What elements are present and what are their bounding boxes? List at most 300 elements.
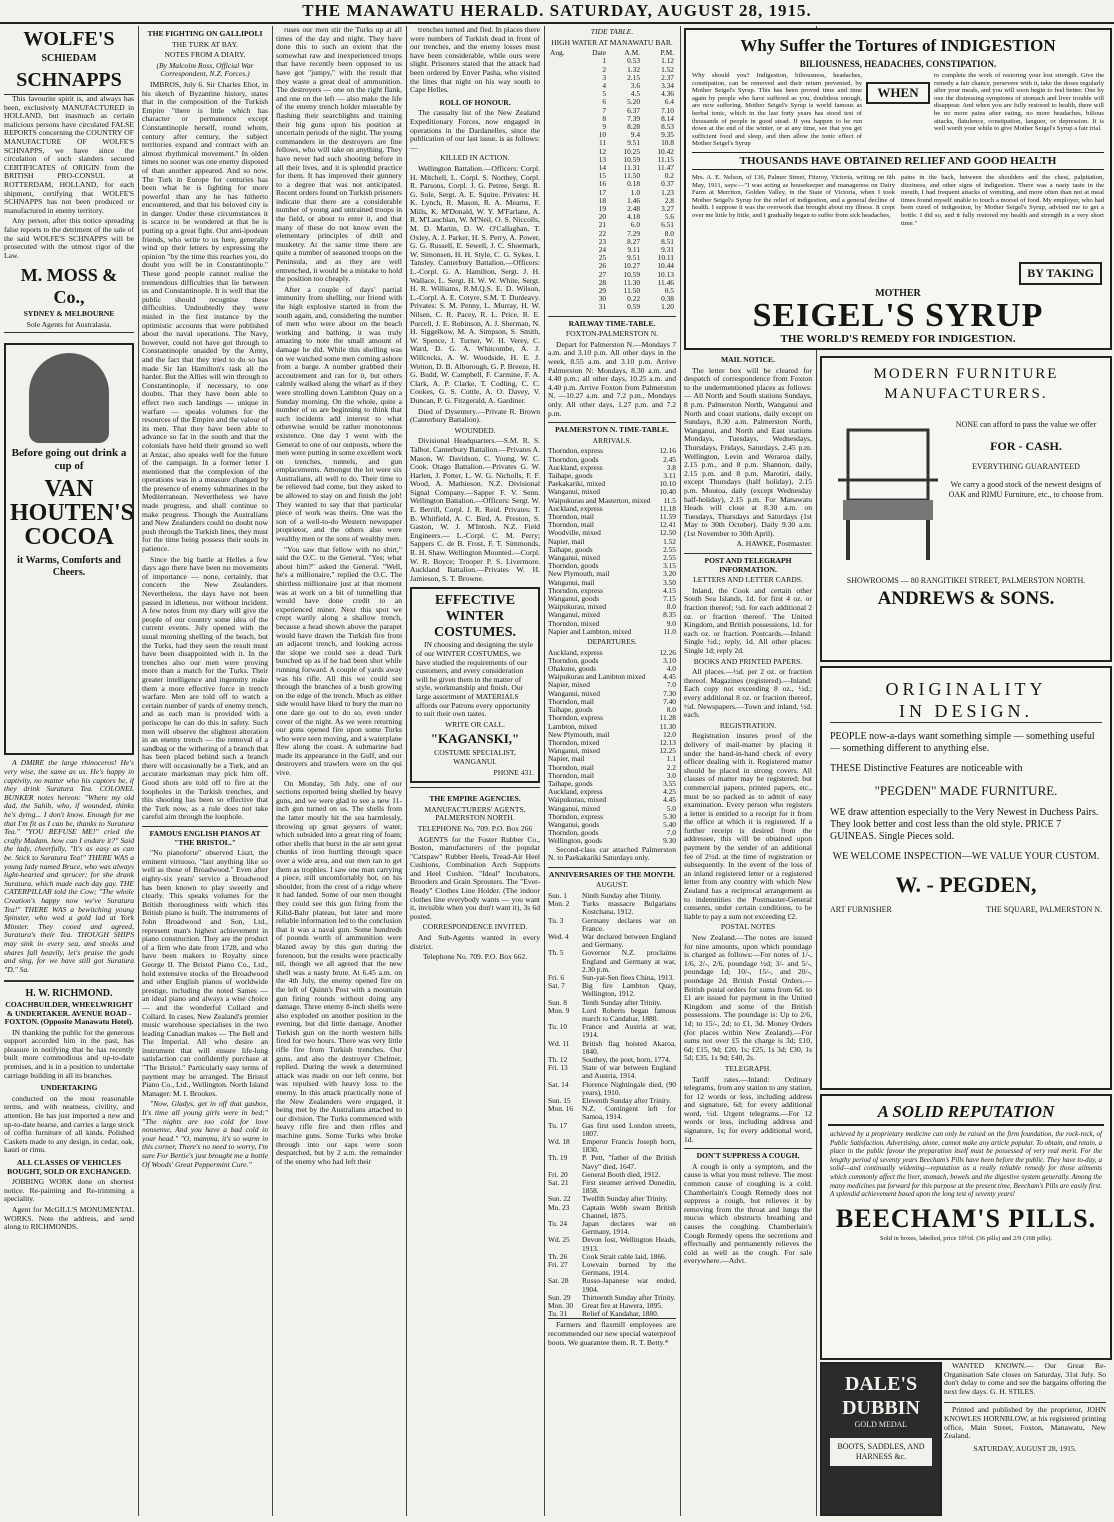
tide-cell-am: 7.39 xyxy=(627,113,641,123)
departure-row-time: 3.10 xyxy=(663,655,676,665)
postal-title: POSTAL NOTES xyxy=(720,922,776,932)
tide-spacer xyxy=(548,197,579,205)
tide-spacer xyxy=(548,246,579,254)
anniversary-date: Tu. 24 xyxy=(548,1219,568,1229)
departure-row-time: 3.55 xyxy=(663,778,676,788)
anniversary-event: France and Austria at war, 1914. xyxy=(582,1022,676,1040)
tide-cell-am: 10.59 xyxy=(623,269,641,279)
tide-cell-am: 11.50 xyxy=(623,286,641,296)
tide-cell-date: 14 xyxy=(598,163,607,173)
post-body: Inland, the Cook and certain other South Sea Islands, 1d. for first 4 oz. or fraction thereof; ½d. for each additional 2 oz. or fraction thereof. The United Kingdom, and British possessions, 1d. for each oz. or fraction. Postcards.—Inland: Single ½d.; reply, 1d. All other places: Single 1d; reply 2d. xyxy=(684,585,812,655)
beecham-body: achieved by a proprietary medicine can only be raised on the firm foundation, the rock-rock, of Public Satisfaction. Advertising, alone, cannot make any article popular. To obtain, and retain, a place in the public favour the preparation itself must be possessed of very real merit. For the lengthy period of seventy years Beecham's Pills have been before the public. They have to-day, a solid—and continually widening—reputation as a really reliable remedy for those ailments which commonly affect the liver, stomach, bowels and the digestive system generally. Among the many medicines put forward for this purpose at the present time, Beecham's Pills are easily first. A splendid achievement based upon the long test of seventy years! xyxy=(830,1130,1102,1199)
anniversary-date: Sat. 7 xyxy=(548,981,565,991)
tide-cell-am: 6.0 xyxy=(630,220,641,230)
tide-row xyxy=(548,180,676,188)
anniversary-date: Wd. 11 xyxy=(548,1038,570,1048)
tide-head-pm: P.M. xyxy=(660,48,674,58)
anniversary-row xyxy=(548,1105,676,1121)
departure-row-time: 4.0 xyxy=(666,664,676,674)
tide-row xyxy=(548,156,676,164)
arrival-row-time: 3.11 xyxy=(663,471,676,481)
pegden-h2: IN DESIGN. xyxy=(830,700,1102,723)
anniversary-event: Cook Strait cable laid, 1866. xyxy=(582,1251,667,1261)
roll-intro: The casualty list of the New Zealand Expeditionary Forces, now engaged in operations in the Dardanelles, since the publication of our last issue, is as follows:— xyxy=(410,108,540,152)
richmond-sub: COACHBUILDER, WHEELWRIGHT & UNDERTAKER. AVENUE ROAD - FOXTON. (Opposite Manawatu Hotel). xyxy=(4,999,134,1027)
winter-body: IN choosing and designing the style of our WINTER COSTUMES, we have studied the requirements of our customers, and every consideration will be given them in the matter of style, workmanship and finish. Our large assortment of MATERIALS affords our Patrons every opportunity to suit their own tastes. xyxy=(416,640,534,719)
tide-cell-date: 7 xyxy=(602,105,607,115)
tide-cell-date: 24 xyxy=(598,245,607,255)
dales-ad xyxy=(820,1362,942,1516)
tide-cell-am: 7.29 xyxy=(627,228,641,238)
article-byline: (By Malcolm Ross, Official War Correspondent, N.Z. Forces.) xyxy=(156,60,254,79)
anniversary-event: Governor N.Z. proclaims England and Germany at war, 2.30 p.m. xyxy=(582,948,676,974)
column-rule xyxy=(680,26,681,1516)
tide-cell-am: 6.37 xyxy=(627,105,641,115)
tide-spacer xyxy=(548,74,579,82)
tide-cell-am: 9.51 xyxy=(627,253,641,263)
arrival-row-place: Wanganui, goods xyxy=(548,594,600,604)
tide-spacer xyxy=(548,139,579,147)
moss-sub-2: Sole Agents for Australasia. xyxy=(4,321,134,334)
tide-row xyxy=(548,189,676,197)
arrival-row-time: 8.0 xyxy=(666,602,676,612)
column-rule xyxy=(544,26,545,1516)
arrival-row-time: 1.52 xyxy=(663,536,676,546)
tide-spacer xyxy=(548,180,579,188)
seigel-test-2: pains in the back, between the shoulders and the chest, palpitation, dizziness, and other signs of indigestion. There was a nasty taste in the mouth, I had frequent attacks of vomiting, and more often than not at meal times found myself unable to touch a morsel of food. My employer, who had been cured of indigestion, by Mother Seigel's Syrup, advised me to get a bottle. I did so, and it fully restored my health and strength in a very short time." xyxy=(901,173,1104,227)
empire-body: AGENTS for the Foster Rubber Co., Boston, manufacturers of the popular "Catspaw" Rubber Heels, Tread-Air Heel Cushions, Combination Arch Supports and Heel Cushion. "Ideal" Incubators, Brooders and Grain Sprouters. The "Ever-Ready" Clothes Line Holder. (The indoor clothes line everybody wants — you want it, invisible when you don't want it), 3s 6d posted. xyxy=(410,834,540,921)
tide-spacer xyxy=(548,148,579,156)
tel-body: Tariff rates.—Inland: Ordinary telegrams, from any station to any station, for 12 words or less, including address and signature, 6d; for every additional word, ½d. Urgent telegrams.—For 12 words or less, including address and signature, 1s; for every additional word, 1d. xyxy=(684,1074,812,1144)
arrival-row-time: 2.55 xyxy=(663,553,676,563)
masthead: THE MANAWATU HERALD. SATURDAY, AUGUST 28, 1915. xyxy=(0,0,1114,24)
post-title: POST AND TELEGRAPH INFORMATION. xyxy=(684,553,812,574)
tide-cell-am: 5.20 xyxy=(627,97,641,107)
anniversary-row xyxy=(548,1154,676,1170)
departure-row-time: 9.30 xyxy=(663,836,676,846)
pegden-h1: ORIGINALITY xyxy=(885,679,1047,699)
tide-cell-am: 11.30 xyxy=(623,277,641,287)
anniversary-row xyxy=(548,900,676,916)
anniversary-row xyxy=(548,1007,676,1023)
empire-title: THE EMPIRE AGENCIES. xyxy=(429,794,521,804)
tide-row xyxy=(548,205,676,213)
tide-spacer xyxy=(548,287,579,295)
tide-month: Aug. xyxy=(550,48,565,58)
departure-row-time: 7.0 xyxy=(666,828,676,838)
tide-cell-date: 21 xyxy=(598,220,607,230)
departure-row-place: Wanganui, mixed xyxy=(548,746,600,756)
wounded-list: Divisional Headquarters.—S.M. R. S. Talbot. Canterbury Battalion.—Privates A. Mason, W. Davidson, C. Young, W. C. Cook. Otago Battalion.—Privates G. W. Harlen, J. Potter, L. W. G. Nicholls, F. F. Wood, A. Mathieson. N.Z. Divisional Signal Company.—Sapper F. V. Senn. Wellington Battalion.—Officers: Sergt. W. E. Berrill, Corpl. J. R. Reid. Privates: T. B. Whitfield, A. C. Bird, A. Preston, S. Gaston, W. J. M'Intosh. N.Z. Field Engineers.— L.-Corpl. C. M. Perry; Sappers C. de B. Frost, F. T. Simmonds, R. H. Shaw. Wellington Mounted.—Corpl. W. R. Boyce; Trooper P. S. Livermore. Auckland Battalion.—Privates W. H. Jamieson, S. T. Browne. xyxy=(410,436,540,583)
arrival-row-place: Napier, mail xyxy=(548,536,585,546)
anniversary-date: Mon. 2 xyxy=(548,899,570,909)
departure-row-time: 4.45 xyxy=(663,672,676,682)
mail-title: MAIL NOTICE. xyxy=(720,355,775,364)
pegden-b5: WE WELCOME INSPECTION—WE VALUE YOUR CUSTOM. xyxy=(832,851,1100,862)
seigel-body xyxy=(686,70,1110,150)
tide-spacer xyxy=(548,123,579,131)
seigel-mother: MOTHER xyxy=(875,288,921,299)
stiles-ad: WANTED KNOWN.— Our Great Re-Organisation Sale closes on Saturday, 31st July. So don't delay to come and see the bargains offering the next few days. G. H. STILES. xyxy=(944,1362,1106,1396)
vehicles-line: ALL CLASSES OF VEHICLES BOUGHT, SOLD OR EXCHANGED. xyxy=(7,1158,131,1176)
arrival-row-time: 7.15 xyxy=(663,594,676,604)
tide-cell-date: 22 xyxy=(598,228,607,238)
article-body-4: After a couple of days' partial immunity from shelling, our friend with the high explosive started in from the south again, and, considering the number of men who were about on the beach working and bathing, it was truly amazing to note the small amount of damage he did. While this shelling was on we watched some men coming ashore from a barge. A number grabbed their accoutrement and ran for it, but others calmly walked along the wharf as if they were strolling down Lambton Quay on a Sunday morning. On the whole, quite a number of us are beginning to think that such incidents add interest to what otherwise would be rather monotonous existence. One day I went with the General to one of our outposts, where the men were putting in some excellent work on trenches, tunnels, and gun emplacements. Amongst the lot were six Australians, all well to do. Their time to be relieved had come, but they asked to be allowed to stay on and finish the job! They wanted to say that that particular piece of work was theirs. One was the son of a well-to-do Western newspaper proprietor, and the others also were wealthy men or the sons of wealthy men. xyxy=(276,284,402,544)
arrival-row-time: 3.50 xyxy=(663,577,676,587)
furniture-l3: EVERYTHING GUARANTEED xyxy=(972,462,1080,471)
beecham-ad xyxy=(820,1094,1112,1360)
tide-head-date: Date xyxy=(592,48,607,58)
tide-cell-date: 3 xyxy=(602,72,607,82)
pn-note: Second-class car attached Palmerston N. to Paekakariki Saturdays only. xyxy=(548,844,676,863)
departure-row-time: 4.45 xyxy=(663,795,676,805)
tide-title: TIDE TABLE. xyxy=(590,27,634,36)
anniversary-date: Tu. 31 xyxy=(548,1309,568,1319)
arrival-row-time: 11.5 xyxy=(663,495,676,505)
anniversary-row xyxy=(548,1138,676,1154)
tide-row xyxy=(548,197,676,205)
arrival-row-time: 3.15 xyxy=(663,561,676,571)
tide-cell-date: 28 xyxy=(598,277,607,287)
arrival-row-time: 12.16 xyxy=(659,446,676,456)
tide-spacer xyxy=(548,254,579,262)
rail-body: Depart for Palmerston N.—Mondays 7 a.m. and 3.10 p.m. All other days in the week, 8.55 a.m. and 3.10 p.m. Arrive Palmerston N: Mondays, 8.30 a.m. and 4.40 p.m.; all other days, 10.25 a.m. and 4.40 p.m. Arrive Foxton from Palmerston N. —10.27 a.m. and 7.2 p.m., Mondays only. All other days, 1.27 p.m. and 7.2 p.m. xyxy=(548,339,676,418)
tide-cell-date: 20 xyxy=(598,212,607,222)
tide-spacer xyxy=(548,57,579,65)
tide-cell-pm: 10.13 xyxy=(657,269,674,279)
imprint: Printed and published by the proprietor, JOHN KNOWLES HORNBLOW, at his registered printing office, Main Street, Foxton, Manawatu, New Zealand. xyxy=(944,1402,1106,1440)
tide-row xyxy=(548,74,676,82)
kaganski-name: "KAGANSKI," xyxy=(430,731,520,747)
furniture-head-1: MODERN FURNITURE xyxy=(873,366,1059,382)
books-title: BOOKS AND PRINTED PAPERS. xyxy=(693,656,803,666)
tide-row xyxy=(548,131,676,139)
pn-departures: DEPARTURES. xyxy=(587,637,637,647)
anniversary-event: Ninth Sunday after Trinity. xyxy=(582,890,662,900)
piano-title: FAMOUS ENGLISH PIANOS AT "THE BRISTOL." xyxy=(142,826,268,847)
killed-heading: KILLED IN ACTION. xyxy=(440,153,510,163)
tide-spacer xyxy=(548,131,579,139)
tide-cell-am: 11.50 xyxy=(623,171,641,181)
tide-row xyxy=(548,148,676,156)
tide-row xyxy=(548,238,676,246)
tide-spacer xyxy=(548,107,579,115)
anniversary-row xyxy=(548,1277,676,1293)
arrival-row-time: 10.10 xyxy=(659,479,676,489)
anniversary-event: Southey, the poet, born, 1774. xyxy=(582,1054,671,1064)
tide-spacer xyxy=(548,205,579,213)
anniversary-date: Sun. 29 xyxy=(548,1292,571,1302)
tide-cell-date: 29 xyxy=(598,286,607,296)
beecham-h: A SOLID REPUTATION xyxy=(828,1100,1104,1126)
anniversary-row xyxy=(548,982,676,998)
tide-row xyxy=(548,57,676,65)
tide-cell-pm: 3.34 xyxy=(661,81,674,90)
anniversary-date: Sat. 14 xyxy=(548,1079,569,1089)
departure-row-time: 5.0 xyxy=(666,803,676,813)
empire-sub: MANUFACTURERS' AGENTS, PALMERSTON NORTH. xyxy=(424,804,526,823)
anniversary-event: Gas first used London streets, 1807. xyxy=(582,1120,676,1138)
anniversary-row xyxy=(548,1310,676,1318)
anniversary-event: State of war between England and Austria, 1914. xyxy=(582,1063,676,1081)
tide-cell-pm: 0.2 xyxy=(664,171,674,181)
arrival-row-place: Thorndon, express xyxy=(548,446,604,456)
roll-of-honour-title: ROLL OF HONOUR. xyxy=(439,97,511,107)
anniversary-row xyxy=(548,1261,676,1277)
jobbing-line: JOBBING WORK done on shortest notice. Re-painting and Re-trimming a speciality. xyxy=(4,1177,134,1204)
beecham-foot: Sold in boxes, labelled, price 10½d. (36 pills) and 2/9 (168 pills). xyxy=(879,1234,1053,1242)
pegden-body xyxy=(822,731,1110,915)
tide-spacer xyxy=(548,295,579,303)
departure-row-time: 12.26 xyxy=(659,647,676,657)
article-body-1: IMBROS, July 6. Sir Charles Eliot, in his sketch of Byzantine history, states that in the composition of the Turkish Empire "there is little which has character or permanence except Constantinople herself, round whom, century after century, the subject territories expand and contract with an almost rhythmical movement." In olden times no sooner was one enemy disposed of than another appeared. And so now. The Turk in Europe for centuries has been what he is fighting for more powerful than any he has hitherto encountered, and that his beloved city is in danger. Under these circumstances it is scarce to be wondered at that he is putting up a great fight. Our anti-ipodean friends, who write to us here, generally wind up their letters by expressing the opinion "by the time this reaches you, do doubt you will be in Constantinople." These good people cannot realise the tremendous difficulties that lie between us and Constantinople. It is well that the public should recognise these difficulties. Undoubtedly they were misled in the first instance by the optimistic accounts that were published about the naval operations. The Navy, however, could not have got through to Constantinople unaided by the Army, and the fact that they tried to do so has made Sir Ian Hamilton's task all the harder. But the Allies will win through to Constantinople, if necessary, to one doubts. That they have been able to effect two such landings — unique in warfare — speaks volumes for the resources of the Empire and the valour of its men. That they have been able to advance so far in the south and that the colonials have held their ground so well at Anzac, also speaks well for the future of the campaign. In a former letter I mentioned that the complexion of the operations was in a measure changed by the presence of enemy submarines in the Mediterranean. Nevertheless we have made progress, and shall continue to make progress. Though the Australians and New Zealanders could no doubt now push through the Turkish lines, they must for the time being possess their souls in patience. xyxy=(142,79,268,554)
anniversary-event: Devon lost, Wellington Heads, 1913. xyxy=(582,1235,676,1253)
tide-spacer xyxy=(548,279,579,287)
furniture-l4: We carry a good stock of the newest designs of OAK and RIMU Furniture, etc., to choose from. xyxy=(948,480,1104,499)
anniversary-event: Florence Nightingale died, (90 years), 1910. xyxy=(582,1079,676,1097)
arrival-row-time: 2.55 xyxy=(663,544,676,554)
departure-row-place: Waipukurau, mixed xyxy=(548,795,607,805)
tide-cell-pm: 6.4 xyxy=(664,97,674,107)
tide-cell-pm: 10.8 xyxy=(661,138,674,148)
anniversary-date: Mon. 9 xyxy=(548,1005,570,1015)
anniversary-date: Wd. 18 xyxy=(548,1137,570,1147)
departure-row-time: 8.0 xyxy=(666,705,676,715)
tide-cell-date: 15 xyxy=(598,171,607,181)
tide-spacer xyxy=(548,213,579,221)
tide-cell-date: 1 xyxy=(602,56,607,66)
furniture-l2: FOR - CASH. xyxy=(990,439,1062,453)
anniversary-row xyxy=(548,1023,676,1039)
anniversary-row xyxy=(548,949,676,974)
departure-row-time: 11.30 xyxy=(659,721,676,731)
tide-cell-pm: 10.11 xyxy=(657,253,674,263)
furniture-body xyxy=(822,404,1110,576)
column-6 xyxy=(684,352,812,1518)
empire-corr: CORRESPONDENCE INVITED. xyxy=(422,922,528,932)
tide-cell-pm: 3.27 xyxy=(661,204,674,214)
anniversary-date: Th. 5 xyxy=(548,948,564,958)
seigel-testimony xyxy=(686,172,1110,229)
tide-cell-am: 0.53 xyxy=(627,56,641,66)
anniversary-event: Twelfth Sunday after Trinity. xyxy=(582,1194,668,1204)
richmond-title: H. W. RICHMOND. xyxy=(25,988,113,1000)
arrival-row-time: 3.20 xyxy=(663,569,676,579)
tide-header xyxy=(548,49,676,57)
wolfe-warning: Any person, after this notice spreading false reports to the detriment of the sale of the said WOLFE'S SCHNAPPS will be prosecuted with the utmost rigor of the Law. xyxy=(4,216,134,260)
departure-row-time: 5.30 xyxy=(663,811,676,821)
departure-row-time: 4.25 xyxy=(663,787,676,797)
pegden-b2: THESE Distinctive Features are noticeable with xyxy=(830,763,1023,774)
undertaking-title: UNDERTAKING xyxy=(40,1083,98,1093)
column-rule xyxy=(272,26,273,1516)
column-2 xyxy=(142,26,268,1516)
departure-row-time: 7.30 xyxy=(663,688,676,698)
departure-row-place: Thorndon, mixed xyxy=(548,737,600,747)
departure-row-place: Wanganui, mixed xyxy=(548,803,600,813)
piano-body: "No pianoforte" observed Liszt, the eminent virtuoso, "last anything like so well as those of Broadwood." Even after eighty-six years' service a Broadwood has been known to play sweetly and clearly. This speaks volumes for the British thoroughness with which this British piano is built. The instruments of John Broadwood and Son, Ltd., represent man's highest achievement in piano construction. They are the product of a firm who date from 1728, and who have been makers to Royalty since George II. The Bristol Piano Co., Ltd., hold extensive stocks of the Broadwood and other English pianos of worldwide prestige, including the noted Sames — an ideal piano and always a wise choice — and the wonderful Collard and Collard. In cases, New Zealand's premier music warehouse specialises in the two leading Canadian makes — The Bell and The Imperial. All who desire an instrument that will ensure life-long satisfaction can confidently purchase at "The Bristol." Particularly easy terms of payment may be arranged. The Bristol Piano Co., Ltd., Wellington. North Island Manager: M. I. Brookes. xyxy=(142,848,268,1098)
seigel-remedy: THE WORLD'S REMEDY FOR INDIGESTION. xyxy=(780,333,1016,345)
tide-cell-pm: 10.42 xyxy=(657,146,674,156)
anniversary-date: Fri. 20 xyxy=(548,1169,568,1179)
column-rule xyxy=(138,26,139,1516)
tide-spacer xyxy=(548,189,579,197)
tide-row xyxy=(548,115,676,123)
mail-body: The letter box will be cleared for despatch of correspondence from Foxton to the undermentioned places as follows:— All North and South stations Sundays, 8 p.m. Palmerston North, Wanganui and North and coast stations, daily except on Sundays, 8.30 a.m. Palmerston North, Wanganui, and North and East stations Mondays, Tuesdays, Wednesdays, Thursdays, Fridays, Saturdays, 2.45 p.m. Wellington, Levin and Weraroa daily, 2.15 p.m., and 8 p.m. Shannon, daily, 2.15 p.m. and 8 p.m. Marotiri, daily, except Thursdays (half holiday), 2.15 p.m. Moutoa, daily (except Wednesday half-holiday), 2.15 p.m. For Manawatu Heads will close at 8.30 a.m. on Tuesdays, Thursdays and Saturdays (1st May to 30th October). Daily 9.30 a.m. (1st November to 30th April). xyxy=(684,365,812,538)
arrival-row-place: Auckland, express xyxy=(548,503,603,513)
pegden-b3: "PEGDEN" MADE FURNITURE. xyxy=(874,783,1058,798)
anniv-month: AUGUST. xyxy=(595,880,629,890)
arrival-row-time: 12.41 xyxy=(659,520,676,530)
tide-cell-pm: 7.10 xyxy=(661,105,674,115)
article-body-7: trenches turned and fled. In places there were numbers of Turkish dead in front of our trenches, and the enemy losses must have been considerable, while ours were slight. Prisoners stated that the attack had been ordered by Enver Pasha, who visited the lines that night on his way south to Cape Helles. xyxy=(410,26,540,95)
tide-row xyxy=(548,82,676,90)
departure-row-place: Thorndon, mail xyxy=(548,770,594,780)
seigel-sub: BILIOUSNESS, HEADACHES, CONSTIPATION. xyxy=(799,59,997,69)
tide-cell-am: 2.48 xyxy=(627,204,641,214)
tide-cell-date: 6 xyxy=(602,97,607,107)
anniversary-event: Tenth Sunday after Trinity. xyxy=(582,997,662,1007)
anniversary-event: Emperor Francis Joseph born, 1830. xyxy=(582,1137,676,1155)
tide-cell-date: 12 xyxy=(598,146,607,156)
tide-cell-am: 1.46 xyxy=(627,195,641,205)
tide-cell-am: 9.11 xyxy=(627,245,641,255)
tide-spacer xyxy=(548,82,579,90)
tide-spacer xyxy=(548,164,579,172)
arrival-row-place: Thorndon, express xyxy=(548,585,604,595)
anniversary-event: War declared between England and Germany. xyxy=(582,931,676,950)
article-sub-2: NOTES FROM A DIARY. xyxy=(164,50,246,60)
wolfe-title-2: SCHIEDAM xyxy=(41,53,97,64)
tide-head-am: A.M. xyxy=(624,48,641,58)
tide-cell-am: 0.22 xyxy=(627,294,641,304)
arrival-row-place: Thorndon, mail xyxy=(548,512,594,522)
arrivals-list xyxy=(548,447,676,636)
arrival-row-place: Auckland, express xyxy=(548,462,603,472)
winter-title: EFFECTIVE WINTER COSTUMES. xyxy=(433,593,517,641)
tide-cell-pm: 9.31 xyxy=(661,245,674,255)
departure-row-place: New Plymouth, mail xyxy=(548,729,610,739)
empire-tel: TELEPHONE No. 709. P.O. Box 266 xyxy=(417,823,533,833)
agent-line: Agent for McGILL'S MONUMENTAL WORKS. Note the address, and send along to RICHMONDS. xyxy=(4,1204,134,1232)
tide-cell-pm: 2.37 xyxy=(661,72,674,82)
wolfe-title-1: WOLFE'S xyxy=(23,28,115,50)
tide-cell-date: 11 xyxy=(598,138,607,148)
anniversary-date: Th. 12 xyxy=(548,1054,568,1064)
arrival-row-place: Thorndon, goods xyxy=(548,561,599,571)
tide-cell-pm: 0.38 xyxy=(661,294,674,304)
chair-illustration xyxy=(828,410,948,570)
anniversary-date: Th. 19 xyxy=(548,1153,568,1163)
cough-title: DON'T SUPPRESS A COUGH. xyxy=(684,1148,812,1161)
anniversary-row xyxy=(548,1081,676,1097)
tide-row xyxy=(548,303,676,311)
departure-row-time: 3.0 xyxy=(666,770,676,780)
anniversary-row xyxy=(548,1064,676,1080)
anniversary-date: Wd. 25 xyxy=(548,1235,570,1245)
cocoa-brand: VAN HOUTEN'S COCOA xyxy=(10,476,134,551)
departure-row-time: 7.40 xyxy=(663,696,676,706)
books-body: All places.—½d. per 2 oz. or fraction thereof. Magazines (registered).—Inland: Each copy not exceeding 8 oz., ½d.; every additional 8 oz. or fraction thereof, ½d. Newspapers.—Town and inland, ½d. each. xyxy=(684,667,812,720)
arrival-row-time: 4.15 xyxy=(663,585,676,595)
tide-spacer xyxy=(548,262,579,270)
tide-cell-am: 0.59 xyxy=(627,302,641,312)
tide-spacer xyxy=(548,271,579,279)
anniversary-event: Sun-yat-Sen flees China, 1913. xyxy=(582,972,675,982)
anniversary-date: Tu. 17 xyxy=(548,1120,568,1130)
tide-cell-am: 3.6 xyxy=(630,81,641,90)
tide-cell-date: 17 xyxy=(598,187,607,197)
pn-title: PALMERSTON N. TIME-TABLE. xyxy=(548,422,676,435)
tide-cell-date: 25 xyxy=(598,253,607,263)
lady-illustration xyxy=(29,353,109,443)
departure-row-place: Taihape, goods xyxy=(548,705,593,715)
anniversary-date: Fri. 27 xyxy=(548,1260,568,1270)
departure-row-place: Thorndon, goods xyxy=(548,655,599,665)
anniversary-event: Eleventh Sunday after Trinity. xyxy=(582,1096,672,1105)
tide-cell-date: 27 xyxy=(598,269,607,279)
reg-title: REGISTRATION. xyxy=(719,720,777,730)
arrival-row-place: Wanganui, mail xyxy=(548,577,595,587)
furniture-l1: NONE can afford to pass the value we offer xyxy=(955,420,1097,429)
anniversary-row xyxy=(548,1040,676,1056)
tide-cell-pm: 1.23 xyxy=(661,187,674,197)
tide-cell-pm: 1.12 xyxy=(661,56,674,66)
tide-cell-pm: 11.46 xyxy=(657,277,674,287)
richmond-body: IN thanking the public for the generous support accorded him in the past, has pleasure in notifying that he has recently built more commodious and up-to-date premises, and is in a position to undertake carriage building in all its branches. xyxy=(4,1027,134,1080)
arrival-row-place: Wanganui, mixed xyxy=(548,487,600,497)
departure-row-place: Thorndon, mail xyxy=(548,696,594,706)
anniversary-date: Fri. 13 xyxy=(548,1063,568,1073)
tide-spacer xyxy=(548,90,579,98)
tide-spacer xyxy=(548,156,579,164)
column-rule xyxy=(406,26,407,1516)
seigel-left: Why should you? Indigestion, biliousness, headaches, constipation, can be removed and their return prevented, by Mother Seigel's Syrup. This has been proved time and time again by people who have suffered as you, doubtless enough, are now suffering. Mother Seigel's Syrup is world famous as herbal tonic, which in the last forty years has stood test of thousands of people in good stead. If you happen to be run down at the end of the winter, or at any time, see that you get sufficient food and sleep, and then allow the tonic effect of Mother Seigel's Syrup xyxy=(692,72,862,148)
seigel-thousands: THOUSANDS HAVE OBTAINED RELIEF AND GOOD HEALTH xyxy=(692,152,1104,170)
arrival-row-time: 10.40 xyxy=(659,487,676,497)
tide-cell-date: 16 xyxy=(598,179,607,189)
seigel-syrup: SEIGEL'S SYRUP xyxy=(752,297,1044,334)
departure-row-place: Wellington, goods xyxy=(548,836,603,846)
tide-row xyxy=(548,90,676,98)
pegden-name: W. - PEGDEN, xyxy=(895,872,1037,897)
arrival-row-time: 11.59 xyxy=(659,512,676,522)
anniversary-event: N.Z. Contingent left for Samoa, 1914. xyxy=(582,1104,676,1122)
arrival-row-time: 11.0 xyxy=(663,626,676,636)
tide-cell-date: 5 xyxy=(602,89,607,99)
tide-cell-am: 8.27 xyxy=(627,236,641,246)
column-5 xyxy=(548,26,676,1516)
tide-row xyxy=(548,295,676,303)
pegden-ad xyxy=(820,666,1112,1090)
anniversary-date: Th. 26 xyxy=(548,1251,568,1261)
departure-row-place: Ohakune, goods xyxy=(548,664,597,674)
died-line: Died of Dysentery.—Private R. Brown (Canterbury Battalion). xyxy=(410,406,540,425)
pegden-foot-2: THE SQUARE, PALMERSTON N. xyxy=(986,905,1102,914)
tide-cell-pm: 1.52 xyxy=(661,64,674,74)
wounded-heading: WOUNDED. xyxy=(454,425,496,435)
tide-cell-pm: 8.14 xyxy=(661,113,674,123)
killed-list: Wellington Battalion.—Officers: Corpl. H. Mitchell, L. Corpl. S. Northey, Corpl. R. Parsons, Corpl. J. G. Petree, Sergt. R. G. Sole, Sergt. A. E. Squire. Privates: H. K. Lynch, R. Mason, R. A. Mearns, F. Mills, K. M'Donald, W. Y. M'Farlane, A. R. M'Lauchlan, W. M'Neil, O. S. Niccolls, M. D. Martin, D. W. O'Callaghan, T. Oxley, A. J. Parker, H. S. Perry, A. Power, G. G. Russell, E. Sewell, J. C. Shoemark, W. Simonsen, H. H. Style, C. G. Sykes, I. Tansley. Canterbury Battalion.—Officers: L.-Corpl. G. A. Hamilton, Sergt. J. H. Wallace, L. Sergt. H. W. W. White, Sergt. H. R. Williams, R.M.Q.S. E. D. Wilson, L.-Corpl. A. E. Cotyre, S.M. T. Dunleavy. Privates: S. M. Penny, L. Murray, H. W. Nilsen, C. R. Pacey, R. L. Price, R. E. Purcell, J. E. Robinson, A. J. Sherman, N. H. Siggelkow, M. A. Simpson, S. Smith, W. Spence, J. Turner, W. H. Verey, C. Ward, D. G. A. Whitcombe, A. J. Willcocks, A. W. Woodside, H. E. J. Wotton, D. B. Alborough, G. P. Breeze, H. G. Budd, W. Campbell, F. Carmine, F. A. Clark, A. P. Clarke, T. Codling, C. C. Cookes, G. S. Cottle, A. O. Davey, V. Duncan, P. G. Fitzgerald, A. Gardiner. xyxy=(410,163,540,405)
arrival-row-time: 9.0 xyxy=(666,618,676,628)
anniversary-event: Big fire Lambton Quay, Wellington, 1912. xyxy=(582,981,676,999)
anniversary-event: General Booth died, 1912. xyxy=(582,1169,661,1179)
postal-body: New Zealand.—The notes are issued for nine amounts, upon which poundage is charged as follows:—For notes of 1/-, 1/6, 2/-, 2/6, poundage ½d; 3/- and 5/-, poundage 1d; 10/-, 15/-, and 20/-, poundage 2d. British Postal Orders.—British postal orders for sums from 6d. to £1 are issued for payment in the United Kingdom and some of the British possessions. The poundage is: Up to 2/6, 1d; to 15/-, 2d; to £1, 3d. Money Orders (for places within New Zealand).—For sums not over £5 the charge is 3d; £10, 6d; £15, 9d; £20, 1s; £25, 1s 3d; £30, 1s 5d; £35, 1s 9d; £40, 2s. xyxy=(684,933,812,1063)
mail-sig: A. HAWKE, Postmaster. xyxy=(736,539,812,549)
departure-row-time: 1.1 xyxy=(666,754,676,764)
tide-cell-date: 2 xyxy=(602,64,607,74)
wolfe-title-3: SCHNAPPS xyxy=(4,66,134,95)
